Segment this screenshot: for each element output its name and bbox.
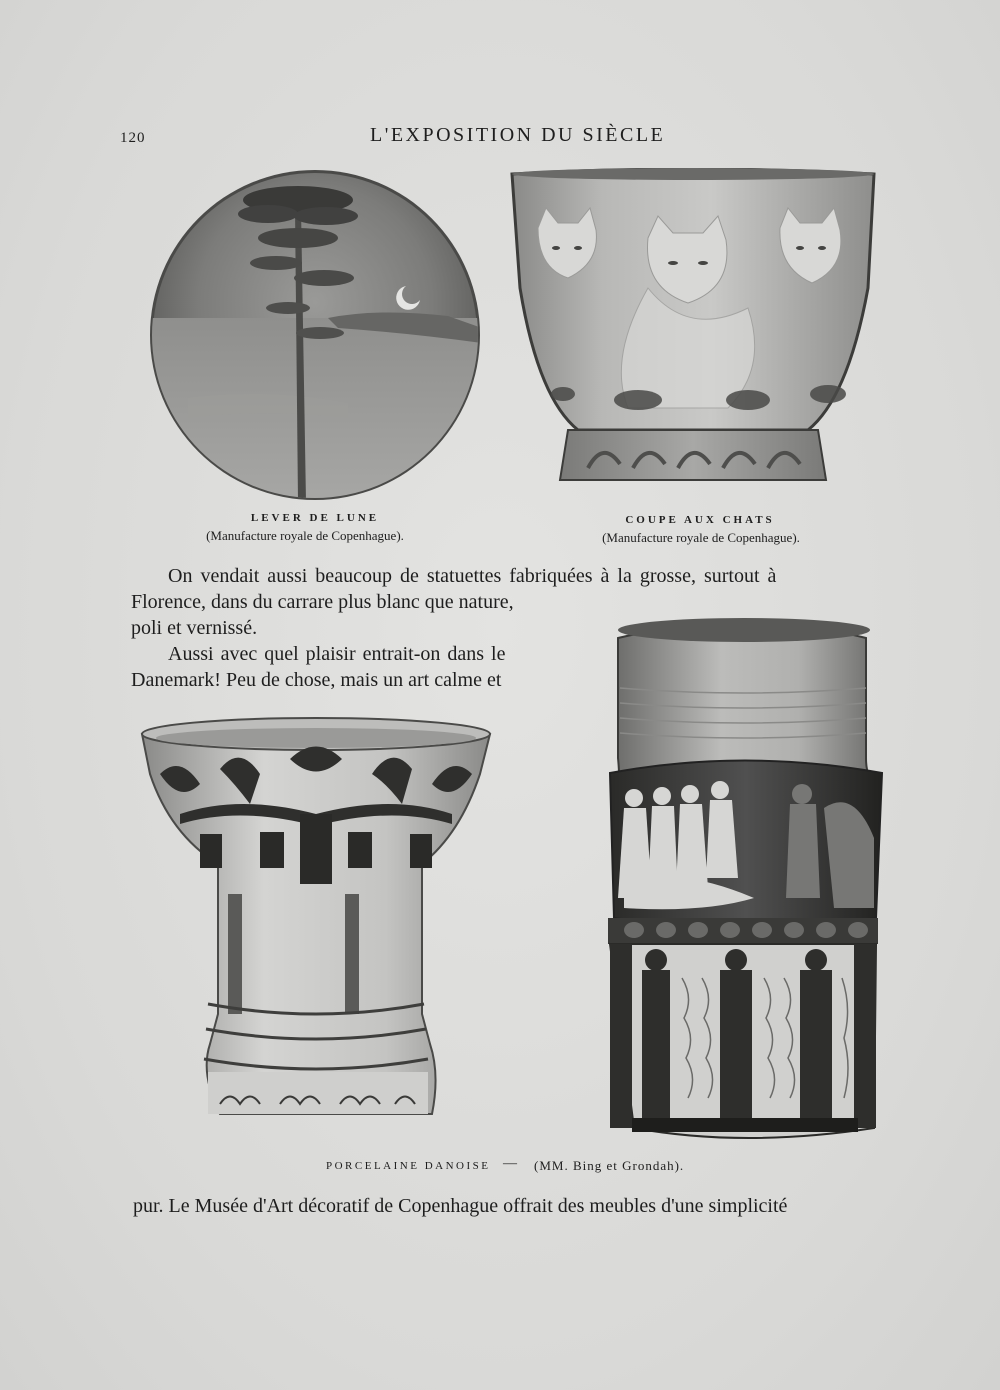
art-nouveau-vase-image <box>140 714 492 1150</box>
text-line-5: Danemark! Peu de chose, mais un art calme et <box>131 669 502 691</box>
text-line-4: Aussi avec quel plaisir entrait-on dans le <box>168 643 506 665</box>
text-line-6: pur. Le Musée d'Art décoratif de Copenhague offrait des meubles d'une simplicité <box>133 1195 788 1217</box>
bowl-caption-source: (Manufacture royale de Copenhague). <box>602 530 800 545</box>
page-number: 120 <box>120 130 146 146</box>
bottom-caption-title: PORCELAINE DANOISE <box>326 1160 491 1172</box>
plate-caption-source: (Manufacture royale de Copenhague). <box>206 528 404 543</box>
running-title: L'EXPOSITION DU SIÈCLE <box>370 124 666 146</box>
text-line-2: Florence, dans du carrare plus blanc que nature, <box>131 591 514 613</box>
plate-caption-title: LEVER DE LUNE <box>250 512 380 524</box>
bottom-caption-source: (MM. Bing et Grondah). <box>534 1158 685 1173</box>
bowl-caption-title: COUPE AUX CHATS <box>625 514 775 526</box>
figural-vase-image <box>604 608 888 1150</box>
cat-bowl-image <box>508 168 878 488</box>
text-line-1: On vendait aussi beaucoup de statuettes fabriquées à la grosse, surtout à <box>168 565 777 587</box>
bottom-caption-dash: — <box>503 1156 517 1171</box>
plate-image <box>148 168 482 502</box>
text-line-3: poli et vernissé. <box>131 617 258 639</box>
